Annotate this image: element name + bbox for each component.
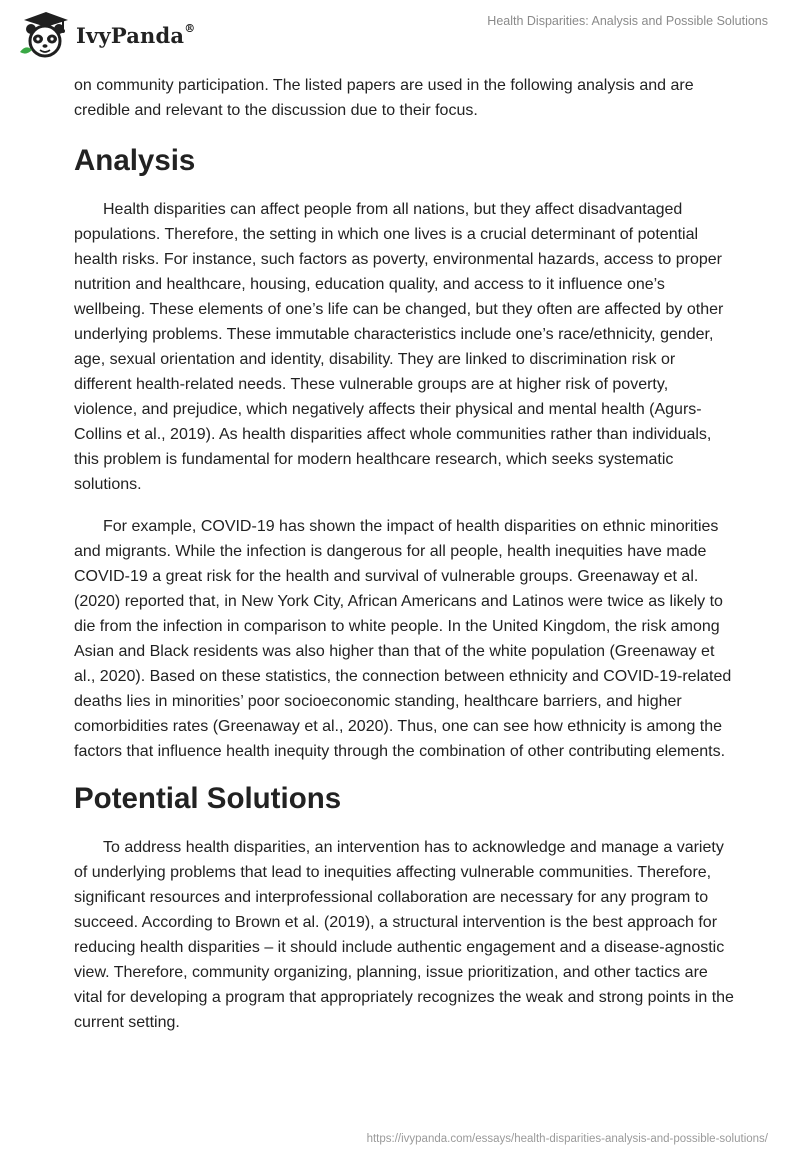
source-url[interactable]: https://ivypanda.com/essays/health-disparities-analysis-and-possible-solutions/: [366, 1133, 768, 1145]
intro-paragraph: on community participation. The listed papers are used in the following analysis and are credible and relevant to the discussion due to their focus.: [74, 77, 694, 119]
solutions-heading: Potential Solutions: [74, 782, 342, 815]
document-title: Health Disparities: Analysis and Possible Solutions: [487, 14, 768, 28]
analysis-paragraph-1: Health disparities can affect people from all nations, but they affect disadvantaged populations. Therefore, the setting in which one lives is a crucial determinant of potential health risks. For instance, such factors as poverty, environmental hazards, access to proper nutrition and healthcare, housing, education quality, and access to it influence one’s wellbeing. These elements of one’s life can be changed, but they often are affected by other underlying problems. These immutable characteristics include one’s race/ethnicity, gender, age, sexual orientation and identity, disability. They are linked to discrimination risk or different health-related needs. These vulnerable groups are at higher risk of poverty, violence, and prejudice, which negatively affects their physical and mental health (Agurs-Collins et al., 2019). As health disparities affect whole communities rather than individuals, this problem is fundamental for modern healthcare research, which seeks systematic solutions.: [74, 201, 724, 493]
page-header: [0, 0, 800, 70]
panda-graduate-icon: [16, 8, 70, 62]
analysis-paragraph-2: For example, COVID-19 has shown the impact of health disparities on ethnic minorities and migrants. While the infection is dangerous for all people, health inequities have made COVID-19 a great risk for the health and survival of vulnerable groups. Greenaway et al. (2020) reported that, in New York City, African Americans and Latinos were twice as likely to die from the infection in comparison to white people. In the United Kingdom, the risk among Asian and Black residents was also higher than that of the white population (Greenaway et al., 2020). Based on these statistics, the connection between ethnicity and COVID-19-related deaths lies in minorities’ poor socioeconomic standing, healthcare barriers, and higher comorbidities rates (Greenaway et al., 2020). Thus, one can see how ethnicity is among the factors that influence health inequity through the combination of other contributing elements.: [74, 518, 732, 760]
brand-name: IvyPanda®: [76, 21, 196, 48]
essay-body: [74, 73, 734, 1052]
solutions-paragraph-1: To address health disparities, an intervention has to acknowledge and manage a variety of underlying problems that lead to inequities affecting vulnerable communities. Therefore, significant resources and interprofessional collaboration are necessary for any program to succeed. According to Brown et al. (2019), a structural intervention is the best approach for reducing health disparities – it should include authentic engagement and a disease-agnostic view. Therefore, community organizing, planning, issue prioritization, and other tactics are vital for developing a program that appropriately recognizes the weak and strong points in the current setting.: [74, 839, 734, 1031]
analysis-heading: Analysis: [74, 144, 196, 177]
ivypanda-logo[interactable]: [16, 8, 195, 62]
